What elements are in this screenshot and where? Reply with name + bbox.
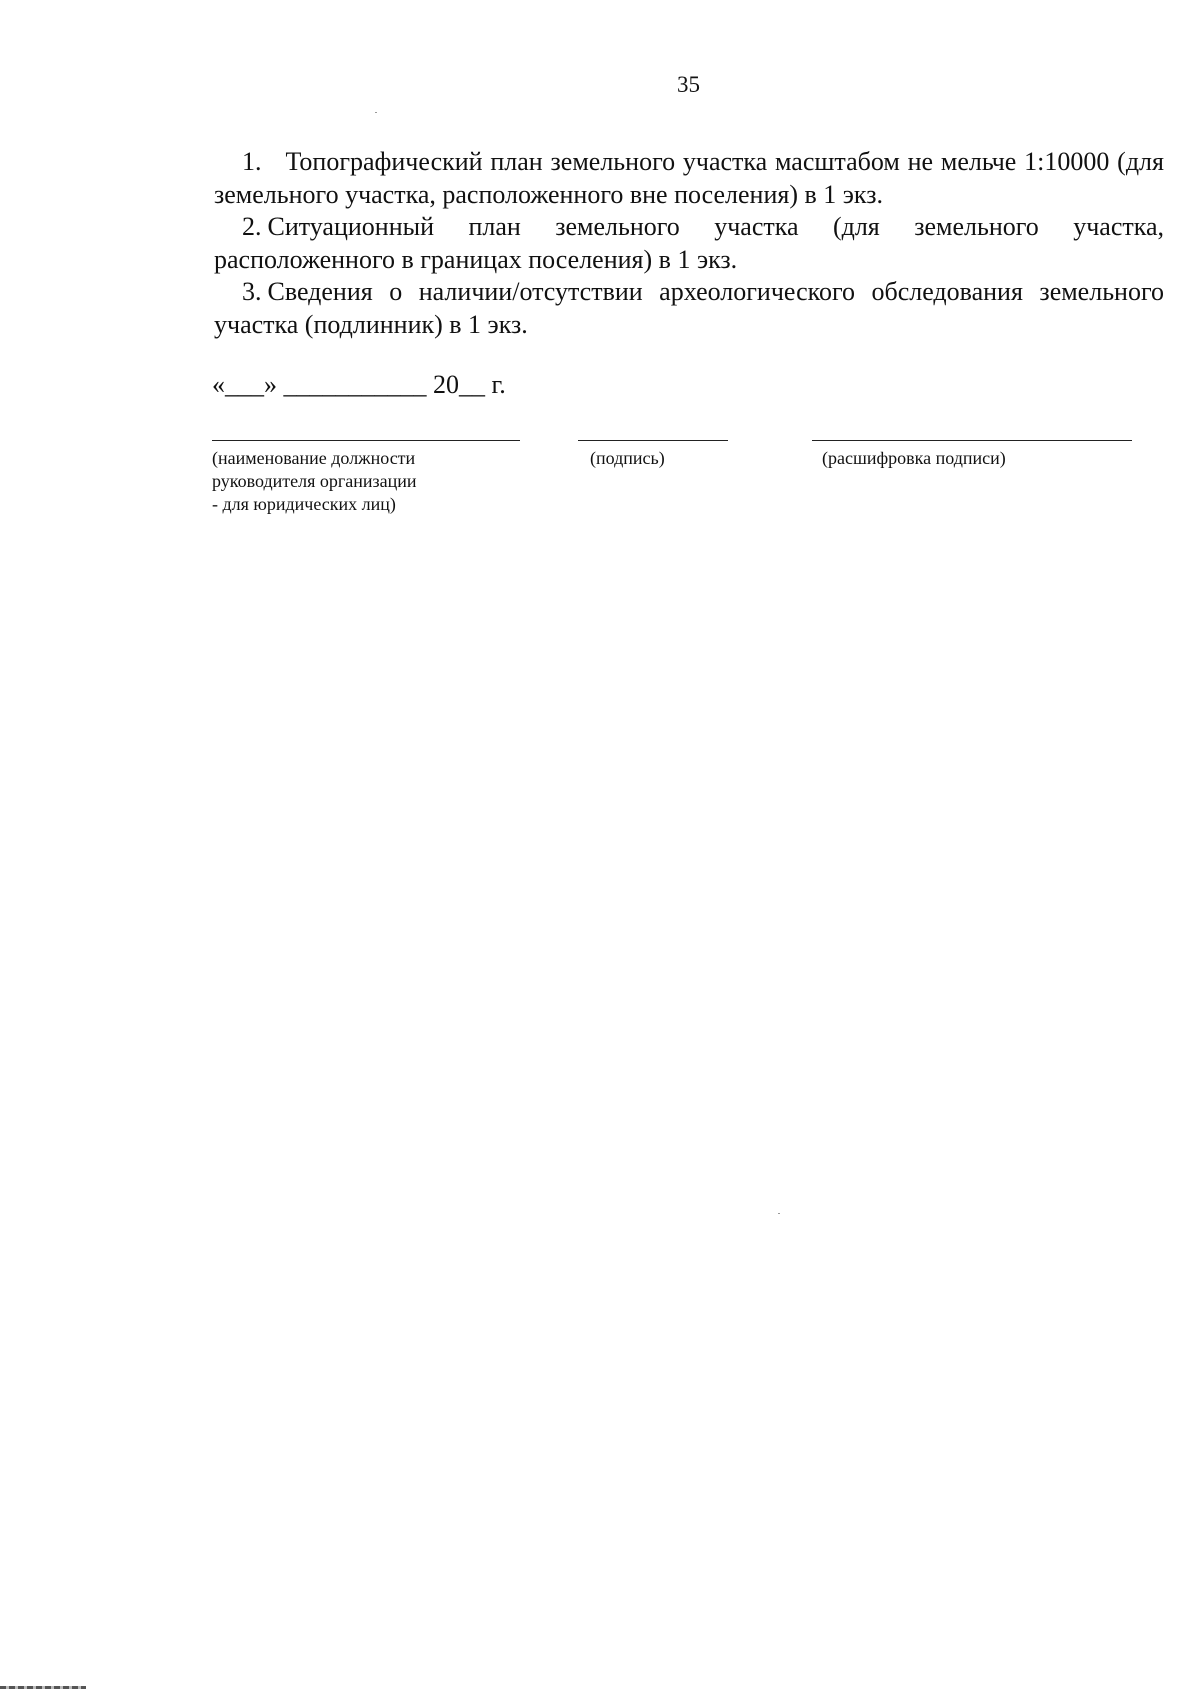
item-number: 2. [242,212,262,241]
item-text: Сведения о наличии/отсутствии археологического обследования земельного участка (подлинник) в 1 экз. [214,277,1164,339]
scan-speck [778,1213,780,1214]
list-item [214,276,1164,341]
scan-speck [375,112,377,113]
item-number: 3. [242,277,262,306]
decoding-caption: (расшифровка подписи) [822,448,1006,468]
list-item [214,146,1164,211]
signature-line [578,440,728,441]
item-text: Топографический план земельного участка масштабом не мельче 1:10000 (для земельного участка, расположенного вне поселения) в 1 экз. [214,147,1164,209]
signature-caption: (подпись) [590,448,665,468]
position-caption: (наименование должности руководителя организации - для юридических лиц) [212,448,417,514]
page-number: 35 [677,72,700,97]
item-text: Ситуационный план земельного участка (для земельного участка, расположенного в границах поселения) в 1 экз. [214,212,1164,274]
position-line [212,440,520,441]
decoding-line [812,440,1132,441]
list-item [214,211,1164,276]
item-number: 1. [242,147,262,176]
date-line: «___» ___________ 20__ г. [212,370,506,399]
attachments-list [214,146,1164,341]
